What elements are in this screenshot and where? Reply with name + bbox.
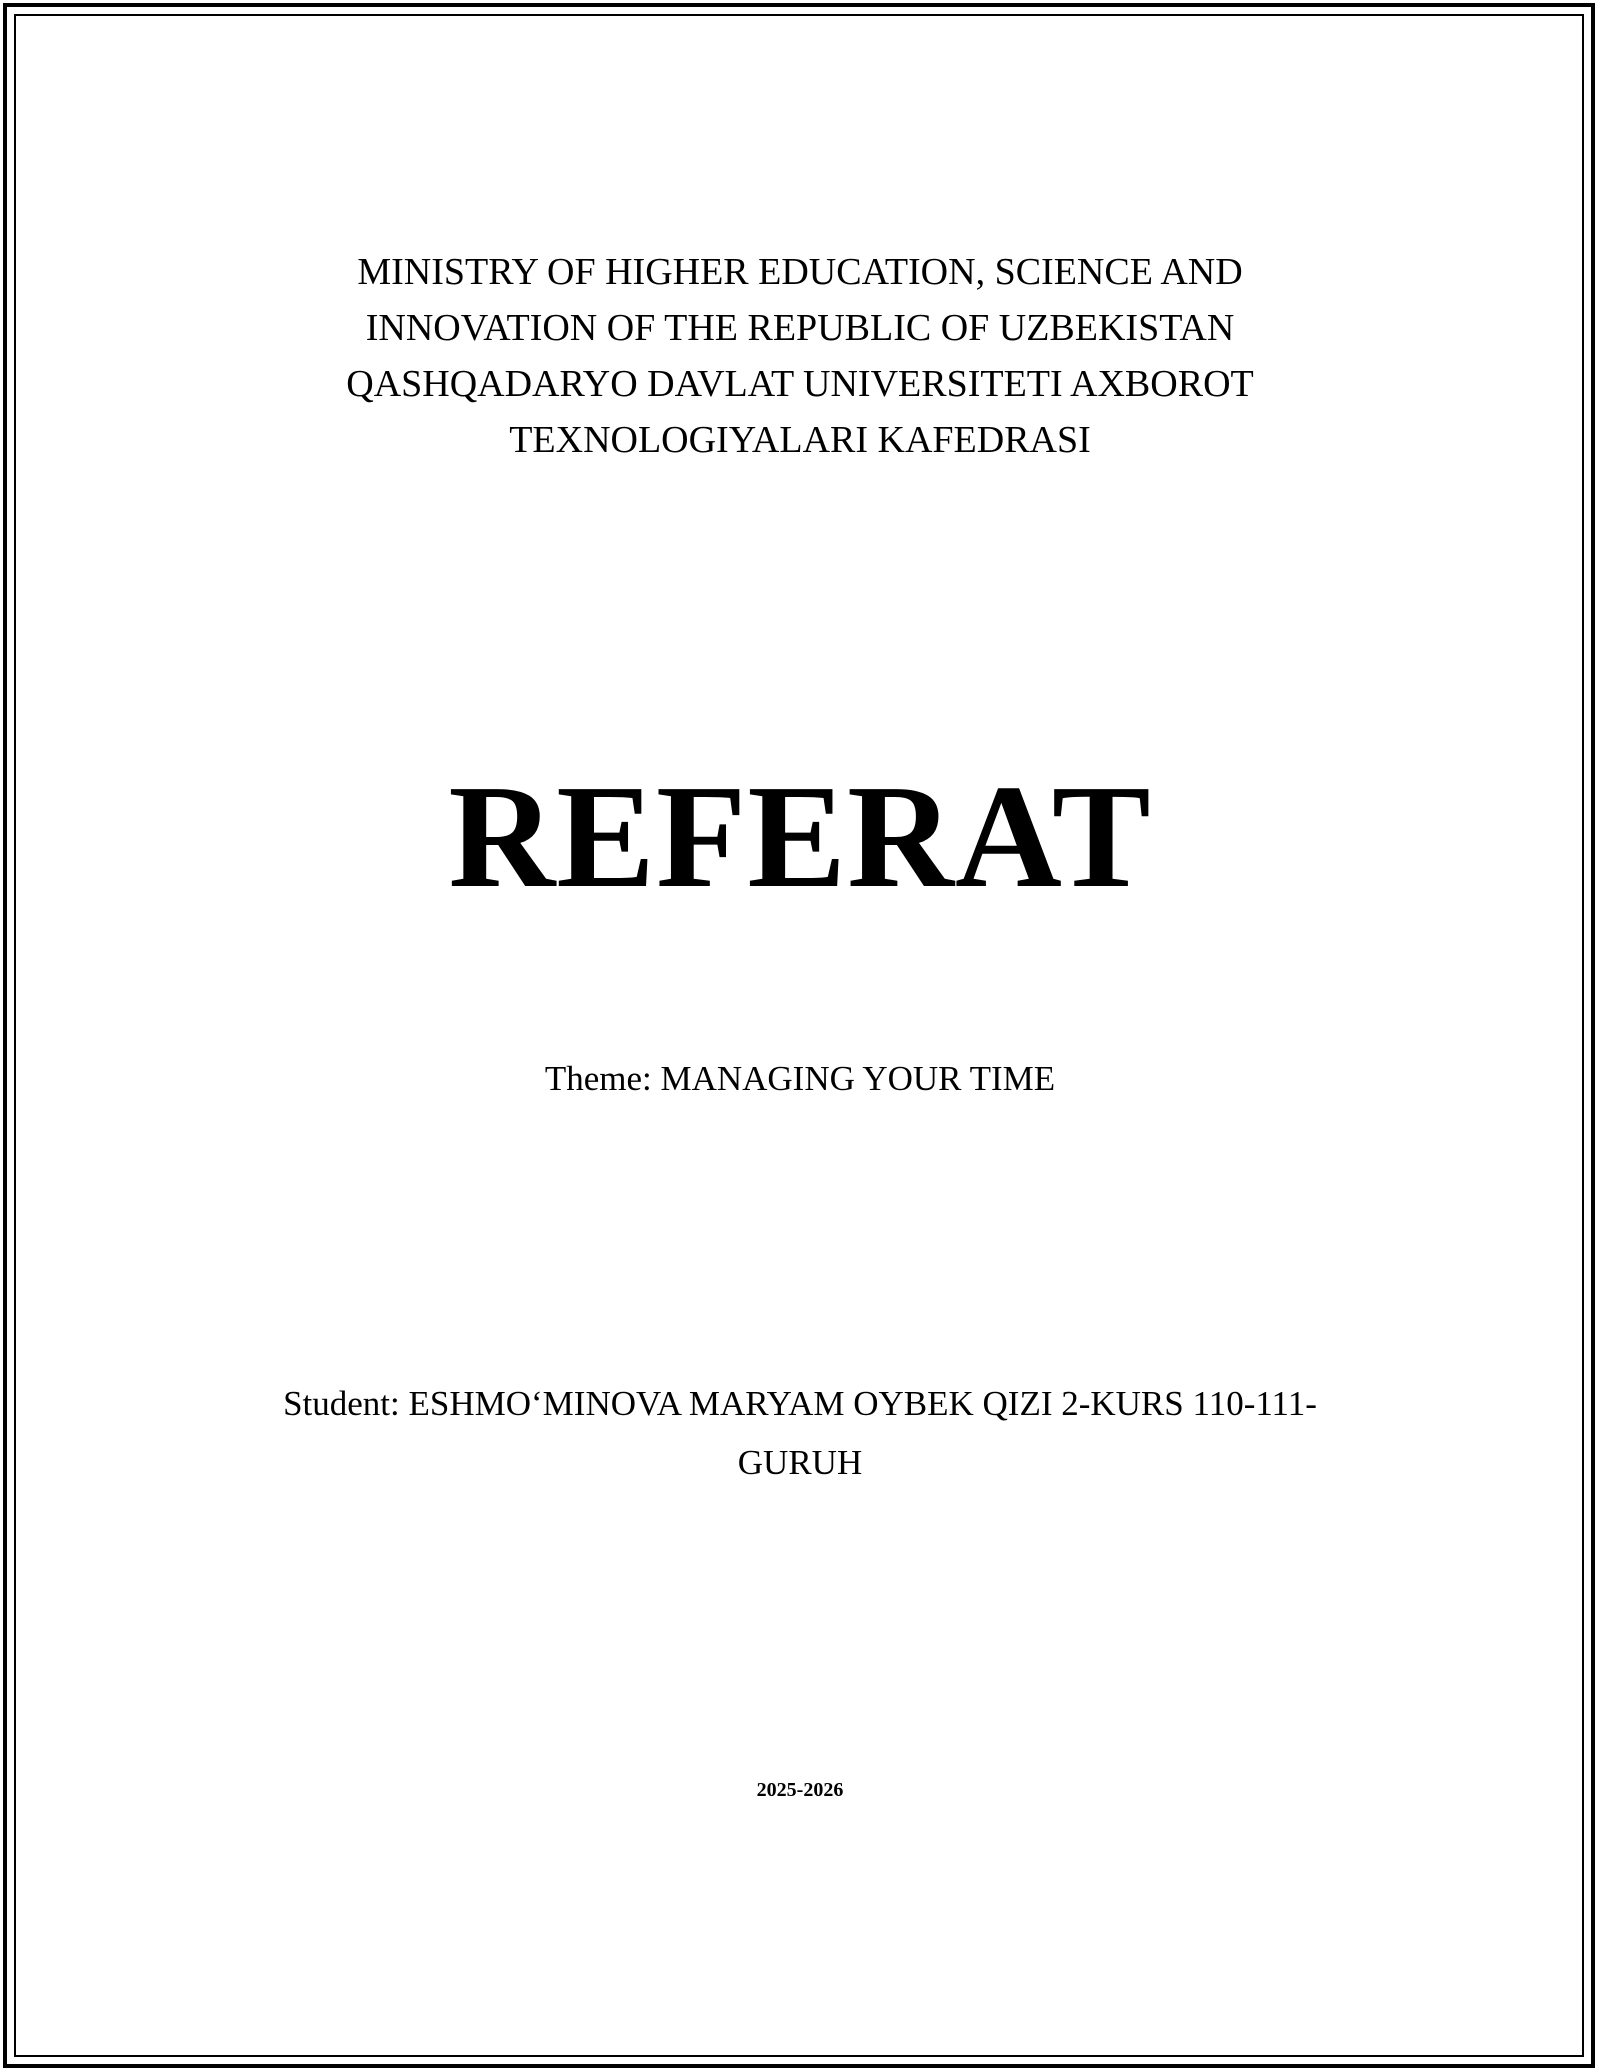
theme-line: Theme: MANAGING YOUR TIME bbox=[544, 1059, 1056, 1098]
header-line-1: MINISTRY OF HIGHER EDUCATION, SCIENCE AND bbox=[357, 251, 1243, 293]
student-line-1: Student: ESHMO‘MINOVA MARYAM OYBEK QIZI 2-KURS 110-111- bbox=[283, 1384, 1317, 1423]
header-line-3: QASHQADARYO DAVLAT UNIVERSITETI AXBOROT bbox=[346, 363, 1254, 405]
institution-header bbox=[0, 244, 1600, 468]
header-line-2: INNOVATION OF THE REPUBLIC OF UZBEKISTAN bbox=[365, 307, 1235, 349]
document-title: REFERAT bbox=[448, 755, 1152, 919]
academic-year: 2025-2026 bbox=[756, 1779, 844, 1801]
student-info bbox=[0, 1374, 1600, 1492]
header-line-4: TEXNOLOGIYALARI KAFEDRASI bbox=[509, 419, 1091, 461]
student-line-2: GURUH bbox=[737, 1443, 863, 1482]
